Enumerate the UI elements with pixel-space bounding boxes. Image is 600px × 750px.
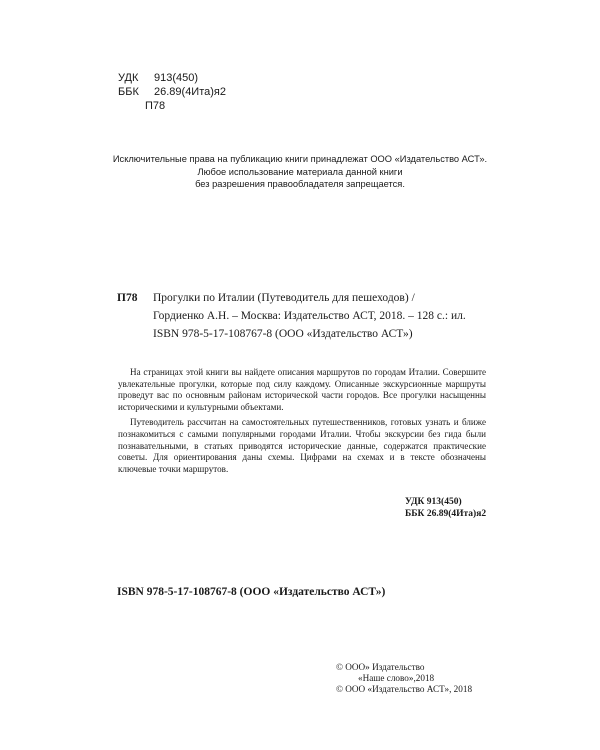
- copyright-line: © ООО «Издательство АСТ», 2018: [336, 684, 473, 695]
- bib-isbn-line: ISBN 978-5-17-108767-8 (ООО «Издательство АСТ»): [153, 328, 413, 340]
- rights-line: Исключительные права на публикацию книги принадлежат ООО «Издательство АСТ».: [112, 154, 488, 164]
- copyright-line: © ООО» Издательство: [336, 662, 425, 672]
- copyright-line: «Наше слово»,2018: [358, 673, 435, 684]
- rights-line: Любое использование материала данной книги: [197, 166, 403, 177]
- udk-value: 913(450): [154, 72, 199, 84]
- bib-code: П78: [117, 292, 138, 304]
- annotation-paragraph: На страницах этой книги вы найдете описания маршрутов по городам Италии. Совершите увлекательные прогулки, которые под силу каждому. Описанные экскурсионные маршруты проведут вас по основным районам исторической части городов. Все прогулки насыщенны историческими и культурными объектами.: [118, 367, 486, 412]
- udk-code: УДК 913(450): [405, 497, 462, 507]
- bibliographic-entry: [117, 289, 557, 349]
- bib-title-line: Прогулки по Италии (Путеводитель для пешеходов) /: [153, 292, 415, 304]
- copyright-block: [336, 662, 472, 696]
- classification-top: [118, 71, 226, 113]
- bbk-label: ББК: [118, 86, 139, 98]
- bbk-value: 26.89(4Ита)я2: [154, 86, 226, 98]
- rights-notice: [0, 153, 600, 191]
- classification-bottom: [405, 496, 486, 520]
- annotation: [118, 367, 486, 479]
- udk-label: УДК: [118, 72, 139, 84]
- bbk-code: ББК 26.89(4Ита)я2: [405, 509, 487, 519]
- bib-author-line: Гордиенко А.Н. – Москва: Издательство АСТ, 2018. – 128 с.: ил.: [153, 310, 466, 322]
- isbn: ISBN 978-5-17-108767-8 (ООО «Издательство АСТ»): [117, 586, 386, 598]
- annotation-paragraph: Путеводитель рассчитан на самостоятельных путешественников, готовых узнать и ближе познакомиться с самыми популярными городами Италии. Чтобы экскурсии без гида были познавательными, в статьях приводятся исторические данные, содержатся практические советы. Для ориентирования даны схемы. Цифрами на схемах и в тексте обозначены ключевые точки маршрутов.: [118, 417, 486, 474]
- rights-line: без разрешения правообладателя запрещается.: [195, 179, 405, 189]
- author-sign: П78: [145, 100, 166, 112]
